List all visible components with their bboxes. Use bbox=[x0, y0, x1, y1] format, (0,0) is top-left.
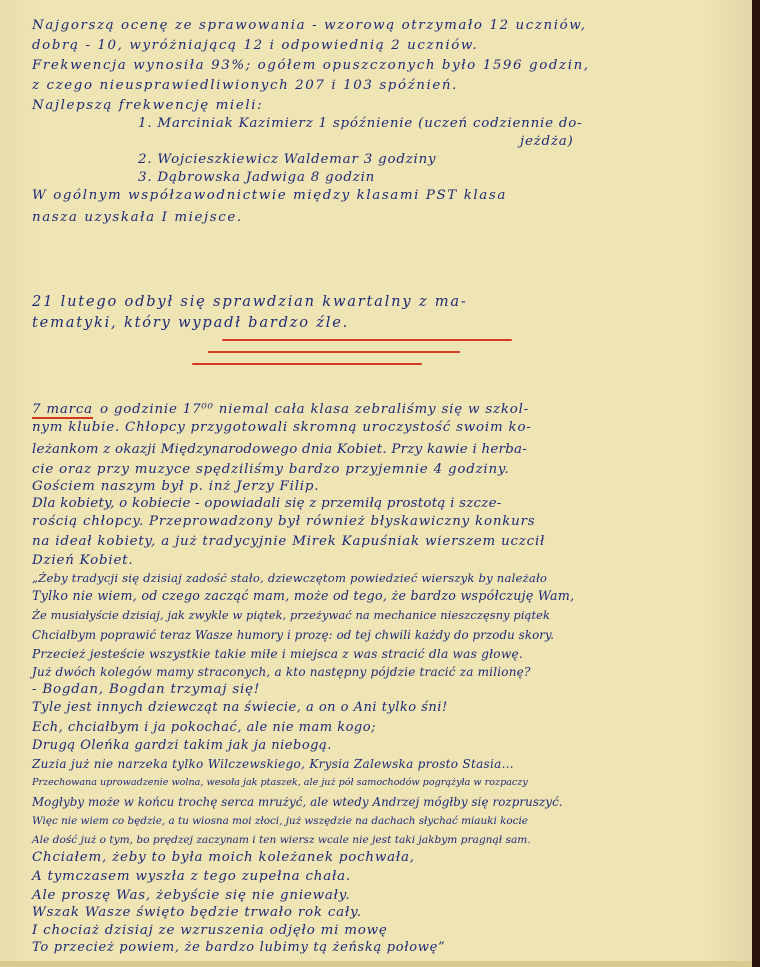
poem-line: Więc nie wiem co będzie, a tu wiosna moi złoci, już wszędzie na dachach słychać miauki kocie bbox=[32, 815, 528, 827]
text-line: 21 lutego odbył się sprawdzian kwartalny z ma- bbox=[32, 293, 468, 310]
text-line: nasza uzyskała I miejsce. bbox=[32, 210, 243, 225]
poem-line: I chociaż dzisiaj ze wzruszenia odjęło mi mowę bbox=[32, 923, 388, 938]
poem-line: Ale dość już o tym, bo prędzej zaczynam i ten wiersz wcale nie jest taki jakbym pragnął sam. bbox=[32, 834, 531, 846]
red-underline bbox=[208, 351, 460, 353]
binding-shadow bbox=[752, 0, 760, 967]
poem-line: Ech, chciałbym i ja pokochać, ale nie mam kogo; bbox=[32, 720, 376, 735]
poem-line: A tymczasem wyszła z tego zupełna chała. bbox=[32, 869, 351, 884]
red-underline bbox=[192, 363, 422, 365]
text-line: 3. Dąbrowska Jadwiga 8 godzin bbox=[138, 170, 376, 185]
poem-line: Przechowana uprowadzenie wolna, wesoła jak ptaszek, ale już pół samochodów pogrążyła w rozpaczy bbox=[32, 777, 528, 788]
page-edge bbox=[0, 961, 752, 967]
text-line: 1. Marciniak Kazimierz 1 spóźnienie (uczeń codziennie do- bbox=[138, 116, 583, 131]
text-line: Gościem naszym był p. inż Jerzy Filip. bbox=[32, 479, 320, 494]
text-line: tematyki, który wypadł bardzo źle. bbox=[32, 314, 350, 331]
text-line: dobrą - 10, wyróżniającą 12 i odpowiednią 2 uczniów. bbox=[32, 38, 479, 53]
poem-line: Chciałbym poprawić teraz Wasze humory i prozę: od tej chwili każdy do przodu skory. bbox=[32, 628, 555, 642]
text-line: jeżdża) bbox=[520, 134, 574, 149]
poem-line: Chciałem, żeby to była moich koleżanek pochwała, bbox=[32, 850, 415, 865]
date-marker: 7 marca bbox=[32, 402, 93, 417]
poem-line: Tylko nie wiem, od czego zacząć mam, może od tego, że bardzo współczuję Wam, bbox=[32, 588, 575, 603]
poem-line: To przecież powiem, że bardzo lubimy tą żeńską połowę” bbox=[32, 940, 446, 955]
poem-line: Już dwóch kolegów mamy straconych, a kto następny pójdzie tracić za milionę? bbox=[32, 665, 531, 679]
text-line: Dla kobiety, o kobiecie - opowiadali się z przemiłą prostotą i szcze- bbox=[32, 496, 502, 511]
poem-line: Mogłyby może w końcu trochę serca mrużyć, ale wtedy Andrzej mógłby się rozpruszyć. bbox=[32, 795, 563, 809]
poem-line: Tyle jest innych dziewcząt na świecie, a on o Ani tylko śni! bbox=[32, 700, 448, 715]
text-line: cie oraz przy muzyce spędziliśmy bardzo przyjemnie 4 godziny. bbox=[32, 462, 510, 477]
poem-line: Drugą Oleńka gardzi takim jak ja niebogą. bbox=[32, 738, 332, 753]
poem-line: „Żeby tradycji się dzisiaj zadość stało, dziewczętom powiedzieć wierszyk by należało bbox=[32, 571, 548, 585]
poem-line: Że musiałyście dzisiaj, jak zwykle w piątek, przeżywać na mechanice nieszczęsny piątek bbox=[32, 608, 550, 622]
poem-line: - Bogdan, Bogdan trzymaj się! bbox=[32, 682, 261, 697]
text-line: leżankom z okazji Międzynarodowego dnia Kobiet. Przy kawie i herba- bbox=[32, 442, 528, 457]
text-line: Frekwencja wynosiła 93%; ogółem opuszczonych było 1596 godzin, bbox=[32, 58, 590, 73]
text-line: 2. Wojcieszkiewicz Waldemar 3 godziny bbox=[138, 152, 437, 167]
text-line: Najlepszą frekwencję mieli: bbox=[32, 98, 264, 113]
text-line: nym klubie. Chłopcy przygotowali skromną uroczystość swoim ko- bbox=[32, 420, 532, 435]
text-line: na ideał kobiety, a już tradycyjnie Mirek Kapuśniak wierszem uczcił bbox=[32, 534, 546, 549]
poem-line: Przecież jesteście wszystkie takie miłe i miejsca z was stracić dla was głowę. bbox=[32, 647, 523, 661]
text-line: W ogólnym współzawodnictwie między klasami PST klasa bbox=[32, 188, 507, 203]
text-line: z czego nieusprawiedliwionych 207 i 103 spóźnień. bbox=[32, 78, 458, 93]
text-line: rością chłopcy. Przeprowadzony był również błyskawiczny konkurs bbox=[32, 514, 536, 529]
text-line: Dzień Kobiet. bbox=[32, 553, 134, 568]
red-underline bbox=[222, 339, 512, 341]
poem-line: Zuzia już nie narzeka tylko Wilczewskiego, Krysia Zalewska prosto Stasia... bbox=[32, 757, 514, 771]
text-line: o godzinie 17⁰⁰ niemal cała klasa zebraliśmy się w szkol- bbox=[100, 402, 530, 417]
entry-date bbox=[32, 402, 93, 418]
poem-line: Wszak Wasze święto będzie trwało rok cały. bbox=[32, 905, 362, 920]
poem-line: Ale proszę Was, żebyście się nie gniewały. bbox=[32, 888, 351, 903]
text-line: Najgorszą ocenę ze sprawowania - wzorową otrzymało 12 uczniów, bbox=[32, 18, 587, 33]
